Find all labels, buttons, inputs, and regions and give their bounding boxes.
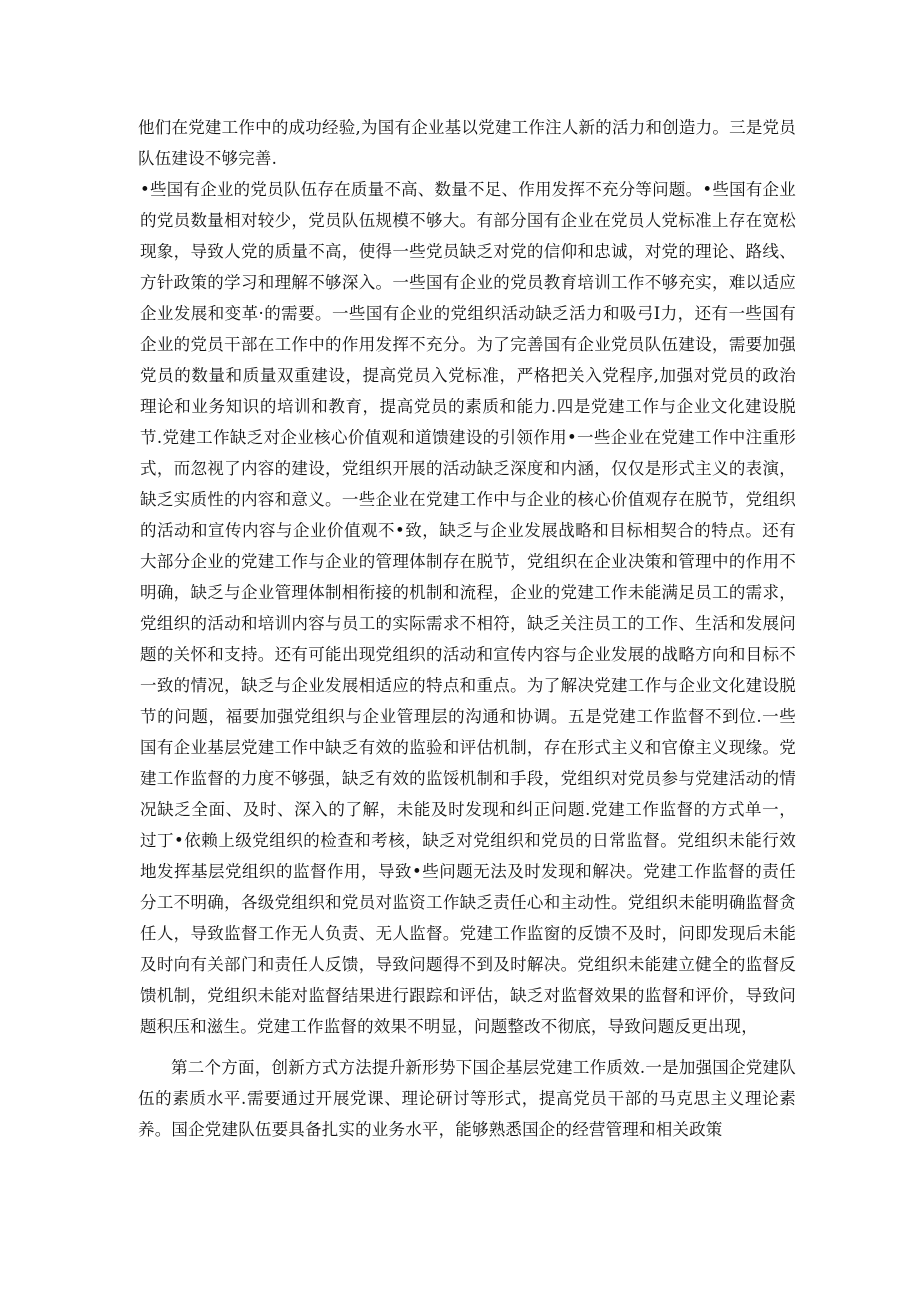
document-body — [138, 112, 796, 1145]
paragraph-party-members: •些国有企业的党员队伍存在质量不高、数量不足、作用发挥不充分等问题。•些国有企业的党员数量相对较少，党员队伍规模不够大。有部分国有企业在党员人党标准上存在宽松现象，导致人党的质量不高，使得一些党员缺乏对党的信仰和忠诚，对党的理论、路线、方针政策的学习和理解不够深入。一些国有企业的党员教育培训工作不够充实，难以适应企业发展和变革·的需要。一些国有企业的党组织活动缺乏活力和吸弓I力，还有一些国有企业的党员干部在工作中的作用发挥不充分。为了完善国有企业党员队伍建设，需要加强党员的数量和质量双重建设，提高党员入党标准，严格把关入党程序,加强对党员的政治理论和业务知识的培训和教育，提高党员的素质和能力.四是党建工作与企业文化建设脱节.党建工作缺乏对企业核心价值观和道馈建设的引领作用•一些企业在党建工作中注重形式，而忽视了内容的建设，党组织开展的活动缺乏深度和内涵，仅仅是形式主义的表演，缺乏实质性的内容和意义。一些企业在党建工作中与企业的核心价值观存在脱节，党组织的活动和宣传内容与企业价值观不•致，缺乏与企业发展战略和目标相契合的特点。还有大部分企业的党建工作与企业的管理体制存在脱节，党组织在企业决策和管理中的作用不明确，缺乏与企业管理体制相衔接的机制和流程，企业的党建工作未能满足员工的需求，党组织的活动和培训内容与员工的实际需求不相符，缺乏关注员工的工作、生活和发展问题的关怀和支持。还有可能出现党组织的活动和宣传内容与企业发展的战略方向和目标不一致的情况，缺乏与企业发展相适应的特点和重点。为了解决党建工作与企业文化建设脱节的问题，福要加强党组织与企业管理层的沟通和协调。五是党建工作监督不到位.一些国有企业基层党建工作中缺乏有效的监验和评估机制，存在形式主义和官僚主义现缘。党建工作监督的力度不够强，缺乏有效的监馁机制和手段，党组织对党员参与党建活动的情况缺乏全面、及时、深入的了解，未能及时发现和纠正问题.党建工作监督的方式单一，过丁•依赖上级党组织的检查和考核，缺乏对党组织和党员的日常监督。党组织未能行效地发挥基层党组织的监督作用，导致•些问题无法及时发现和解决。党建工作监督的责任分工不明确，各级党组织和党员对监资工作缺乏责任心和主动性。党组织未能明确监督贪任人，导致监督工作无人负责、无人监督。党建工作监窗的反馈不及时，问即发现后未能及时向有关部门和责任人反馈，导致问题得不到及时解决。党组织未能建立健全的监督反馈机制，党组织未能对监督结果进行跟踪和评估，缺乏对监督效果的监督和评价，导致问题积压和滋生。党建工作监督的效果不明显，问题整改不彻底，导致问题反更出现， — [140, 180, 796, 1036]
paragraph-continuation: 他们在党建工作中的成功经验,为国有企业基以党建工作注人新的活力和创造力。三是党员队伍建设不够完善. — [138, 118, 796, 168]
paragraph-second-aspect: 第二个方面，创新方式方法提升新形势下国企基层党建工作质效.一是加强国企党建队伍的素质水平.需要通过开展党课、理论研讨等形式，提高党员干部的马克思主义理论素养。国企党建队伍要具备扎实的业务水平，能够熟悉国企的经营管理和相关政策 — [138, 1058, 796, 1139]
